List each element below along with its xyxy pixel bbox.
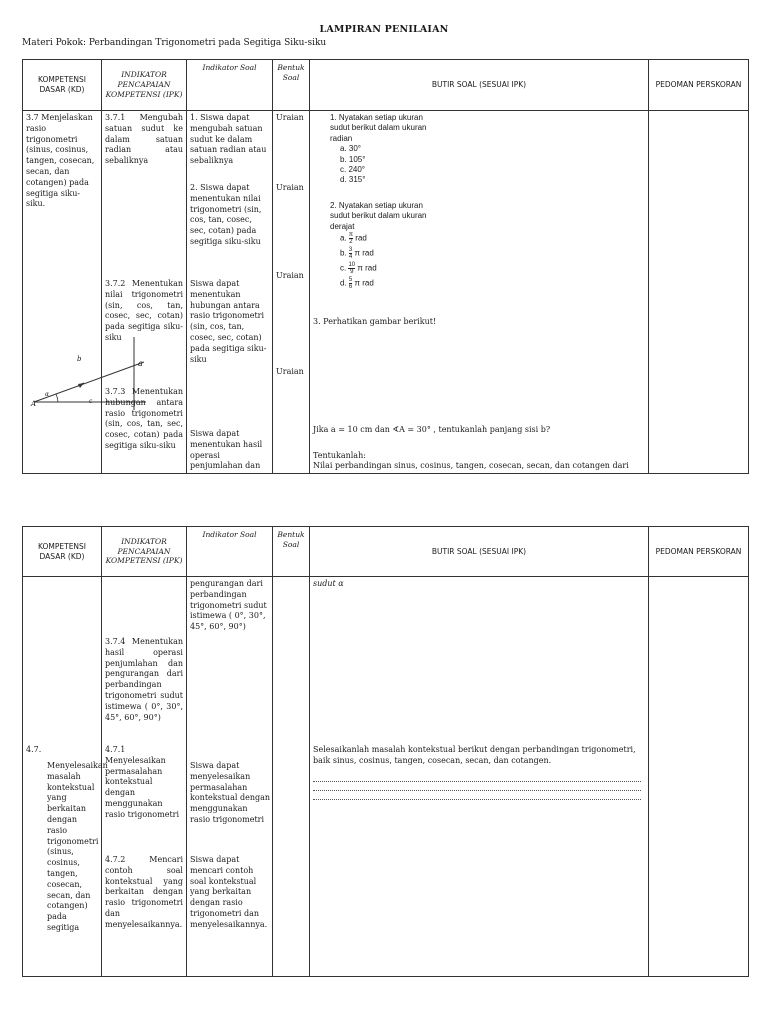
soal-1-item-b: b. 105° bbox=[340, 154, 366, 164]
indikator-2: 2. Siswa dapat menentukan nilai trigonometri (sin, cos, tan, cosec, sec, cotan) pada segitiga siku-siku bbox=[190, 183, 262, 246]
butir-4-7: Selesaikanlah masalah kontekstual berikut dengan perbandingan trigonometri, baik sinus, cosinus, tangen, cosecan, secan, dan cotangen. bbox=[313, 745, 636, 765]
ipk-3-7-3: 3.7.3 Menentukan hubungan antara rasio trigonometri (sin, cos, tan, sec, cosec, cotan) pada segitiga siku-siku bbox=[105, 387, 183, 450]
answer-lines bbox=[313, 773, 643, 800]
bentuk-soal-3: Uraian bbox=[276, 271, 304, 280]
soal-2-item-a: a. $\frac{\pi}{2}$ rad bbox=[340, 232, 367, 246]
assessment-table-1 bbox=[22, 59, 749, 474]
label-alpha: α bbox=[45, 391, 50, 398]
header-pedoman-2: PEDOMAN PERSKORAN bbox=[649, 527, 749, 577]
header-bentuk-soal: Bentuk Soal bbox=[273, 60, 310, 111]
soal-3: 3. Perhatikan gambar berikut! bbox=[313, 317, 437, 326]
indikator-1: 1. Siswa dapat mengubah satuan sudut ke dalam satuan radian atau sebaliknya bbox=[190, 113, 267, 166]
header-indikator-soal-2: Indikator Soal bbox=[187, 527, 273, 577]
kd-3-7: 3.7 Menjelaskan rasio trigonometri (sinus, cosinus, tangen, cosecan, secan, dan cotangen) pada segitiga siku-siku. bbox=[26, 113, 95, 209]
materi-pokok: Materi Pokok: Perbandingan Trigonometri pada Segitiga Siku-siku bbox=[22, 38, 327, 48]
label-a: a bbox=[138, 359, 143, 368]
answer-line-3[interactable] bbox=[313, 791, 641, 800]
soal-2-item-d: d. $\frac{5}{6}$ π rad bbox=[340, 277, 374, 291]
kd-4-7-number: 4.7. bbox=[26, 745, 42, 754]
bentuk-soal-1: Uraian bbox=[276, 113, 304, 122]
header-ipk-2: INDIKATOR PENCAPAIAN KOMPETENSI (IPK) bbox=[102, 527, 187, 577]
butir-cont: sudut α bbox=[313, 579, 344, 588]
ipk-3-7-2: 3.7.2 Menentukan nilai trigonometri (sin, cos, tan, cosec, sec, cotan) pada segitiga siku-siku bbox=[105, 279, 183, 342]
header-kd-2: KOMPETENSI DASAR (KD) bbox=[23, 527, 102, 577]
indikator-3: Siswa dapat menentukan hubungan antara rasio trigonometri (sin, cos, tan, cosec, sec, cotan) pada segitiga siku-siku bbox=[190, 279, 267, 364]
kd-4-7: Menyelesaikan masalah kontekstual yang berkaitan dengan rasio trigonometri (sinus, cosinus, tangen, cosecan, secan, dan cotangen) pada segitiga bbox=[47, 761, 108, 932]
answer-line-1[interactable] bbox=[313, 773, 641, 782]
soal-2-title: 2. Nyatakan setiap ukuran sudut berikut dalam ukuran derajat bbox=[330, 201, 427, 231]
label-A: A bbox=[31, 400, 37, 408]
header-bentuk-soal-2: Bentuk Soal bbox=[273, 527, 310, 577]
indikator-4: Siswa dapat menentukan hasil operasi penjumlahan dan bbox=[190, 429, 263, 471]
indikator-cont: pengurangan dari perbandingan trigonometri sudut istimewa ( 0°, 30°, 45°, 60°, 90°) bbox=[190, 579, 267, 632]
header-kd: KOMPETENSI DASAR (KD) bbox=[23, 60, 102, 111]
ipk-4-7-1: 4.7.1 Menyelesaikan permasalahan kontekstual dengan menggunakan rasio trigonometri bbox=[105, 745, 180, 819]
indikator-4-7-2: Siswa dapat mencari contoh soal kontekstual yang berkaitan dengan rasio trigonometri dan menyelesaikannya. bbox=[190, 855, 268, 929]
ipk-4-7-2: 4.7.2 Mencari contoh soal kontekstual yang berkaitan dengan rasio trigonometri dan menyelesaikannya. bbox=[105, 855, 183, 929]
pedoman-cell-1 bbox=[649, 111, 749, 474]
soal-3-given: Jika a = 10 cm dan ∢A = 30° , tentukanlah panjang sisi b? bbox=[313, 425, 551, 434]
header-ipk: INDIKATOR PENCAPAIAN KOMPETENSI (IPK) bbox=[102, 60, 187, 111]
indikator-4-7-1: Siswa dapat menyelesaikan permasalahan kontekstual dengan menggunakan rasio trigonometri bbox=[190, 761, 271, 824]
answer-line-2[interactable] bbox=[313, 782, 641, 791]
header-pedoman: PEDOMAN PERSKORAN bbox=[649, 60, 749, 111]
header-butir-soal: BUTIR SOAL (SESUAI IPK) bbox=[310, 60, 649, 111]
ipk-3-7-1: 3.7.1 Mengubah satuan sudut ke dalam satuan radian atau sebaliknya bbox=[105, 113, 183, 166]
soal-1-title: 1. Nyatakan setiap ukuran sudut berikut dalam ukuran radian bbox=[330, 113, 427, 143]
soal-2 bbox=[330, 201, 430, 292]
bentuk-soal-4: Uraian bbox=[276, 367, 304, 376]
bentuk-soal-2: Uraian bbox=[276, 183, 304, 192]
soal-1-item-d: d. 315° bbox=[340, 175, 366, 185]
ipk-3-7-4: 3.7.4 Menentukan hasil operasi penjumlahan dan pengurangan dari perbandingan trigonometri sudut istimewa ( 0°, 30°, 45°, 60°, 90°) bbox=[105, 637, 183, 722]
soal-2-item-b: b. $\frac{3}{4}$ π rad bbox=[340, 247, 374, 261]
header-butir-soal-2: BUTIR SOAL (SESUAI IPK) bbox=[310, 527, 649, 577]
soal-2-item-c: c. $\frac{10}{9}$ π rad bbox=[340, 262, 377, 276]
nilai-perbandingan: Nilai perbandingan sinus, cosinus, tangen, cosecan, secan, dan cotangen dari bbox=[313, 461, 629, 470]
header-indikator-soal: Indikator Soal bbox=[187, 60, 273, 111]
soal-1-item-a: a. 30° bbox=[340, 144, 361, 154]
soal-1 bbox=[330, 113, 430, 186]
pedoman-cell-2 bbox=[649, 577, 749, 977]
label-c: c bbox=[89, 398, 93, 405]
page-title: LAMPIRAN PENILAIAN bbox=[319, 24, 449, 35]
triangle-vertical-side bbox=[98, 331, 158, 411]
assessment-table-2 bbox=[22, 526, 749, 977]
soal-1-item-c: c. 240° bbox=[340, 164, 365, 174]
tentukanlah-label: Tentukanlah: bbox=[313, 451, 366, 460]
label-b: b bbox=[77, 355, 82, 363]
bentuk-cell-2 bbox=[273, 577, 310, 977]
